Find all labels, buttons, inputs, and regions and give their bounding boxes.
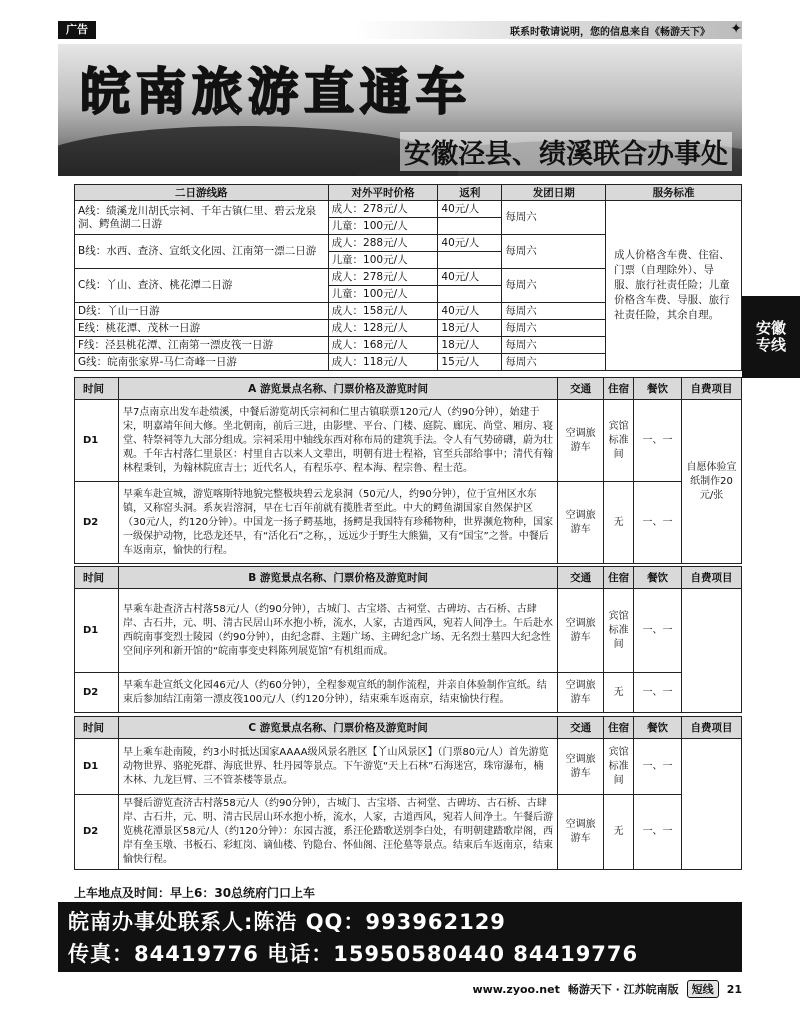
itinerary-day-row (75, 589, 742, 673)
itinerary-day-row (75, 482, 742, 564)
banner-title: 皖南旅游直通车 (80, 63, 472, 121)
itinerary-day-row (75, 739, 742, 795)
col-self: 自费项目 (682, 378, 742, 400)
side-tab-line1: 安徽 (755, 319, 786, 337)
depart-date: 每周六 (502, 201, 606, 235)
itinerary-day-row (75, 795, 742, 870)
side-tab (742, 296, 800, 378)
col-trans: 交通 (558, 378, 604, 400)
day-meal: 一、一 (634, 795, 682, 870)
route-row (75, 201, 742, 218)
col-meal: 餐饮 (634, 567, 682, 589)
day-desc: 早餐后游览查济古村落58元/人（约90分钟），古城门、古宝塔、古祠堂、古碑坊、古石桥、古肆岸、古石井，元、明、清古民居山环水抱小桥，流水，人家，古道西风，宛若人间净土。午餐后游览桃花潭景区58元/人（约120分钟）：东园古渡，系汪伦踏歌送别李白处，有明朝建踏歌岸阁，西岸有垒玉墩、书板石、彩虹岗、谪仙楼、钓隐台、怀仙阁、汪伦墓等景点。结束后车返南京，结束愉快行程。 (118, 795, 557, 870)
service-standard: 成人价格含车费、住宿、门票（自理除外）、导服、旅行社责任险；儿童价格含车费、导服、旅行社责任险，其余自理。 (606, 201, 742, 371)
depart-date: 每周六 (502, 320, 606, 337)
day-label: D2 (75, 673, 119, 713)
boarding-info: 上车地点及时间：早上6：30总统府门口上车 (74, 886, 316, 900)
day-trans: 空调旅游车 (558, 673, 604, 713)
day-stay: 无 (604, 482, 634, 564)
banner (58, 44, 742, 176)
banner-subtitle: 安徽泾县、绩溪联合办事处 (400, 132, 732, 171)
page-number: 21 (726, 982, 742, 996)
day-meal: 一、一 (634, 589, 682, 673)
col-trans: 交通 (558, 717, 604, 739)
depart-date: 每周六 (502, 354, 606, 371)
depart-date: 每周六 (502, 337, 606, 354)
day-label: D1 (75, 739, 119, 795)
rebate: 40元/人 (438, 269, 502, 286)
col-stay: 住宿 (604, 567, 634, 589)
source-note: 联系时敬请说明，您的信息来自《畅游天下》 (510, 26, 710, 38)
col-self: 自费项目 (682, 717, 742, 739)
rebate: 15元/人 (438, 354, 502, 371)
top-strip (96, 21, 742, 39)
route-name: B线：水西、查济、宣纸文化园、江南第一漂二日游 (75, 235, 329, 269)
self-pay: 自愿体验宣纸制作20元/张 (682, 400, 742, 564)
price-adult: 成人：278元/人 (328, 201, 438, 218)
rebate-empty (438, 286, 502, 303)
day-label: D2 (75, 482, 119, 564)
col-time: 时间 (75, 378, 119, 400)
route-name: C线：丫山、查济、桃花潭二日游 (75, 269, 329, 303)
col-trans: 交通 (558, 567, 604, 589)
price-adult: 成人：278元/人 (328, 269, 438, 286)
route-name: A线：绩溪龙川胡氏宗祠、千年古镇仁里、碧云龙泉洞、鳄鱼湖二日游 (75, 201, 329, 235)
contact-phones: 传真：84419776 电话：15950580440 84419776 (68, 942, 639, 966)
header-price: 对外平时价格 (328, 185, 438, 201)
col-meal: 餐饮 (634, 378, 682, 400)
day-stay: 无 (604, 673, 634, 713)
day-meal: 一、一 (634, 739, 682, 795)
itinerary-header-row (75, 567, 742, 589)
col-time: 时间 (75, 717, 119, 739)
col-stay: 住宿 (604, 717, 634, 739)
price-child: 儿童：100元/人 (328, 218, 438, 235)
bird-icon: ✦ (730, 21, 742, 37)
day-stay: 宾馆标准间 (604, 589, 634, 673)
col-time: 时间 (75, 567, 119, 589)
day-trans: 空调旅游车 (558, 795, 604, 870)
itinerary-title: A 游览景点名称、门票价格及游览时间 (118, 378, 557, 400)
day-stay: 宾馆标准间 (604, 400, 634, 482)
price-adult: 成人：168元/人 (328, 337, 438, 354)
ad-tag: 广告 (58, 21, 96, 39)
contact-bar (58, 902, 742, 972)
day-label: D2 (75, 795, 119, 870)
day-desc: 早7点南京出发车赴绩溪，中餐后游览胡氏宗祠和仁里古镇联票120元/人（约90分钟），始建于宋，明嘉靖年间大修。坐北朝南，前后三进，由影壁、平台、门楼、庭院、廊庑、尚堂、厢房、寝堂、特祭祠等九大部分组成。宗祠采用中轴线东西对称布局的建筑手法。令人有气势磅礴，蔚为壮观。千年古村落仁里景区：村里自古以来人文辈出，明朝有进士程裕，官至兵部给事中；清代有翰林程秉钊，为翰林院庶吉士；近代名人，有程乐亭、程本海、程宗鲁、程士范。 (118, 400, 557, 482)
itinerary-a (74, 377, 742, 564)
col-meal: 餐饮 (634, 717, 682, 739)
price-adult: 成人：128元/人 (328, 320, 438, 337)
contact-person: 皖南办事处联系人:陈浩 QQ：993962129 (68, 910, 506, 934)
header-route: 二日游线路 (75, 185, 329, 201)
depart-date: 每周六 (502, 269, 606, 303)
header-rebate: 返利 (438, 185, 502, 201)
itinerary-title: C 游览景点名称、门票价格及游览时间 (118, 717, 557, 739)
routes-header-row (75, 185, 742, 201)
rebate: 18元/人 (438, 337, 502, 354)
day-desc: 早乘车赴查济古村落58元/人（约90分钟），古城门、古宝塔、古祠堂、古碑坊、古石桥、古肆岸、古石井，元、明、清古民居山环水抱小桥，流水，人家，古道西风，宛若人间净土。午后赴水西皖南事变烈士陵园（约90分钟），由纪念群、主题广场、主碑纪念广场、无名烈士墓四大纪念性空间序列和新开馆的“皖南事变史料陈列展览馆”有机组而成。 (118, 589, 557, 673)
self-pay (682, 739, 742, 870)
day-trans: 空调旅游车 (558, 589, 604, 673)
price-adult: 成人：118元/人 (328, 354, 438, 371)
rebate: 18元/人 (438, 320, 502, 337)
route-name: E线：桃花潭、茂林一日游 (75, 320, 329, 337)
day-stay: 无 (604, 795, 634, 870)
day-meal: 一、一 (634, 673, 682, 713)
day-desc: 早乘车赴宣纸文化园46元/人（约60分钟），全程参观宣纸的制作流程，并亲自体验制作宣纸。结束后参加结江南第一漂皮筏100元/人（约120分钟），结束乘车返南京，结束愉快行程。 (118, 673, 557, 713)
day-label: D1 (75, 400, 119, 482)
itinerary-b (74, 566, 742, 713)
footer-site: www.zyoo.net (472, 982, 560, 996)
price-adult: 成人：158元/人 (328, 303, 438, 320)
itinerary-day-row (75, 673, 742, 713)
rebate: 40元/人 (438, 201, 502, 218)
rebate-empty (438, 218, 502, 235)
footer-publication: 畅游天下 · 江苏皖南版 (567, 983, 679, 996)
col-self: 自费项目 (682, 567, 742, 589)
day-desc: 早乘车赴宣城，游览喀斯特地貌完整极块碧云龙泉洞（50元/人，约90分钟），位于宣州区水东镇，又称窑头洞。系灰岩溶洞，早在七百年前就有揽胜者至此。中大的鳄鱼湖国家自然保护区（30元/人，约120分钟）。中国龙一扬子鳄基地，扬鳄是我国特有珍稀物种，世界濒危物种，国家一级保护动物，比恐龙还早，有“活化石”之称，，远远少于野生大熊猫，又有“国宝”之誉。中餐后车返南京，愉快的行程。 (118, 482, 557, 564)
day-stay: 宾馆标准间 (604, 739, 634, 795)
price-child: 儿童：100元/人 (328, 286, 438, 303)
day-trans: 空调旅游车 (558, 482, 604, 564)
price-adult: 成人：288元/人 (328, 235, 438, 252)
footer-section: 短线 (687, 980, 719, 998)
side-tab-line2: 专线 (755, 336, 786, 354)
itinerary-title: B 游览景点名称、门票价格及游览时间 (118, 567, 557, 589)
depart-date: 每周六 (502, 235, 606, 269)
top-bar (58, 20, 742, 40)
day-trans: 空调旅游车 (558, 739, 604, 795)
day-trans: 空调旅游车 (558, 400, 604, 482)
day-meal: 一、一 (634, 400, 682, 482)
rebate: 40元/人 (438, 235, 502, 252)
route-name: G线：皖南张家界-马仁奇峰一日游 (75, 354, 329, 371)
route-name: F线：泾县桃花潭、江南第一漂皮筏一日游 (75, 337, 329, 354)
self-pay (682, 589, 742, 713)
rebate: 40元/人 (438, 303, 502, 320)
header-date: 发团日期 (502, 185, 606, 201)
depart-date: 每周六 (502, 303, 606, 320)
itinerary-c (74, 716, 742, 870)
day-meal: 一、一 (634, 482, 682, 564)
price-child: 儿童：100元/人 (328, 252, 438, 269)
footer (472, 980, 742, 998)
itinerary-header-row (75, 378, 742, 400)
col-stay: 住宿 (604, 378, 634, 400)
routes-table (74, 184, 742, 371)
route-name: D线：丫山一日游 (75, 303, 329, 320)
itinerary-header-row (75, 717, 742, 739)
day-desc: 早上乘车赴南陵，约3小时抵达国家AAAA级风景名胜区【丫山风景区】（门票80元/人）首先游览动物世界、骆驼死群、海底世界、牡丹园等景点。下午游览“天上石林”石海迷宫，珠帘瀑布，楠木林、九龙巨臂、三不管茶楼等景点。 (118, 739, 557, 795)
day-label: D1 (75, 589, 119, 673)
rebate-empty (438, 252, 502, 269)
header-standard: 服务标准 (606, 185, 742, 201)
itinerary-day-row (75, 400, 742, 482)
